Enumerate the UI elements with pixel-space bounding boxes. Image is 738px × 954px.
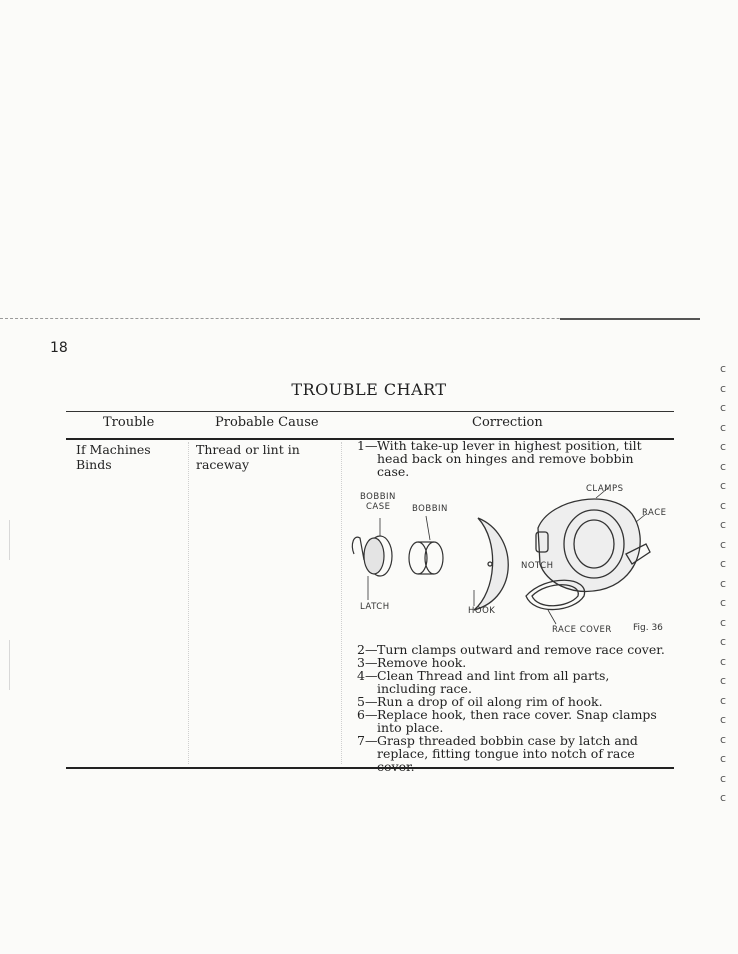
label-race-cover: RACE COVER [552,625,612,635]
margin-mark: c [720,693,727,707]
margin-mark: c [720,362,727,375]
header-trouble: Trouble [103,415,155,430]
step-text: Run a drop of oil along rim of hook. [377,694,603,709]
label-race: RACE [642,508,667,518]
margin-mark: c [720,479,727,492]
label-bobbin: BOBBIN [412,504,448,514]
chart-title: TROUBLE CHART [291,380,447,399]
step-text: Turn clamps outward and remove race cover. [377,642,665,657]
column-divider [188,442,189,764]
margin-mark: c [720,732,727,746]
correction-step [357,669,667,695]
step-number: 6— [357,707,378,722]
step-number: 2— [357,642,378,657]
header-correction: Correction [472,415,543,430]
scan-artifact-line [9,640,10,690]
step-number: 3— [357,655,378,670]
margin-mark: c [720,791,727,804]
margin-mark: c [720,615,727,629]
margin-mark: c [720,557,727,570]
margin-mark: c [720,596,727,609]
margin-mark: c [720,459,727,473]
table-bottom-rule [66,767,674,769]
figure-36 [350,478,680,640]
table-top-rule [66,411,674,412]
margin-mark: c [720,752,727,765]
race-drawing [536,488,650,591]
margin-mark: c [720,654,727,668]
correction-step [357,439,667,478]
margin-mark: c [720,771,727,785]
correction-step-list-rest [357,643,667,773]
margin-mark: c [720,537,727,551]
label-notch: NOTCH [521,561,554,571]
margin-mark: c [720,440,727,453]
step-number: 5— [357,694,378,709]
label-hook: HOOK [468,606,496,616]
margin-mark: c [720,498,727,512]
label-latch: LATCH [360,602,390,612]
bobbin-hook-illustration [350,478,680,640]
margin-mark: c [720,576,727,590]
page-top-rule-dark [560,318,700,320]
column-divider [341,442,342,764]
label-bobbin-case: BOBBIN [360,492,396,502]
margin-mark: c [720,381,727,395]
cause-cell: Thread or lint in raceway [196,442,300,472]
label-bobbin-case-line-2: CASE [366,502,391,512]
header-probable-cause: Probable Cause [215,415,319,430]
scan-artifact-line [9,520,10,560]
page-number: 18 [50,340,68,356]
trouble-cell: If Machines Binds [76,442,151,472]
correction-step-list-first [357,439,667,478]
step-text: Clean Thread and lint from all parts, including race. [377,668,610,696]
margin-mark: c [720,674,727,687]
bobbin-drawing [409,516,443,574]
step-number: 1— [357,438,378,453]
label-clamps: CLAMPS [586,484,624,494]
margin-mark: c [720,420,727,434]
margin-mark: c [720,713,727,726]
margin-mark: c [720,401,727,414]
step-text: Grasp threaded bobbin case by latch and replace, fitting tongue into notch of race cover. [377,733,638,774]
margin-mark: c [720,518,727,531]
step-text: Remove hook. [377,655,467,670]
correction-step [357,708,667,734]
step-number: 7— [357,733,378,748]
step-text: Replace hook, then race cover. Snap clamps into place. [377,707,657,735]
hook-drawing [474,518,508,610]
step-text: With take-up lever in highest position, tilt head back on hinges and remove bobbin case. [377,438,642,479]
margin-mark: c [720,635,727,648]
bobbin-case-drawing [352,518,392,600]
figure-caption: Fig. 36 [633,623,663,633]
step-number: 4— [357,668,378,683]
